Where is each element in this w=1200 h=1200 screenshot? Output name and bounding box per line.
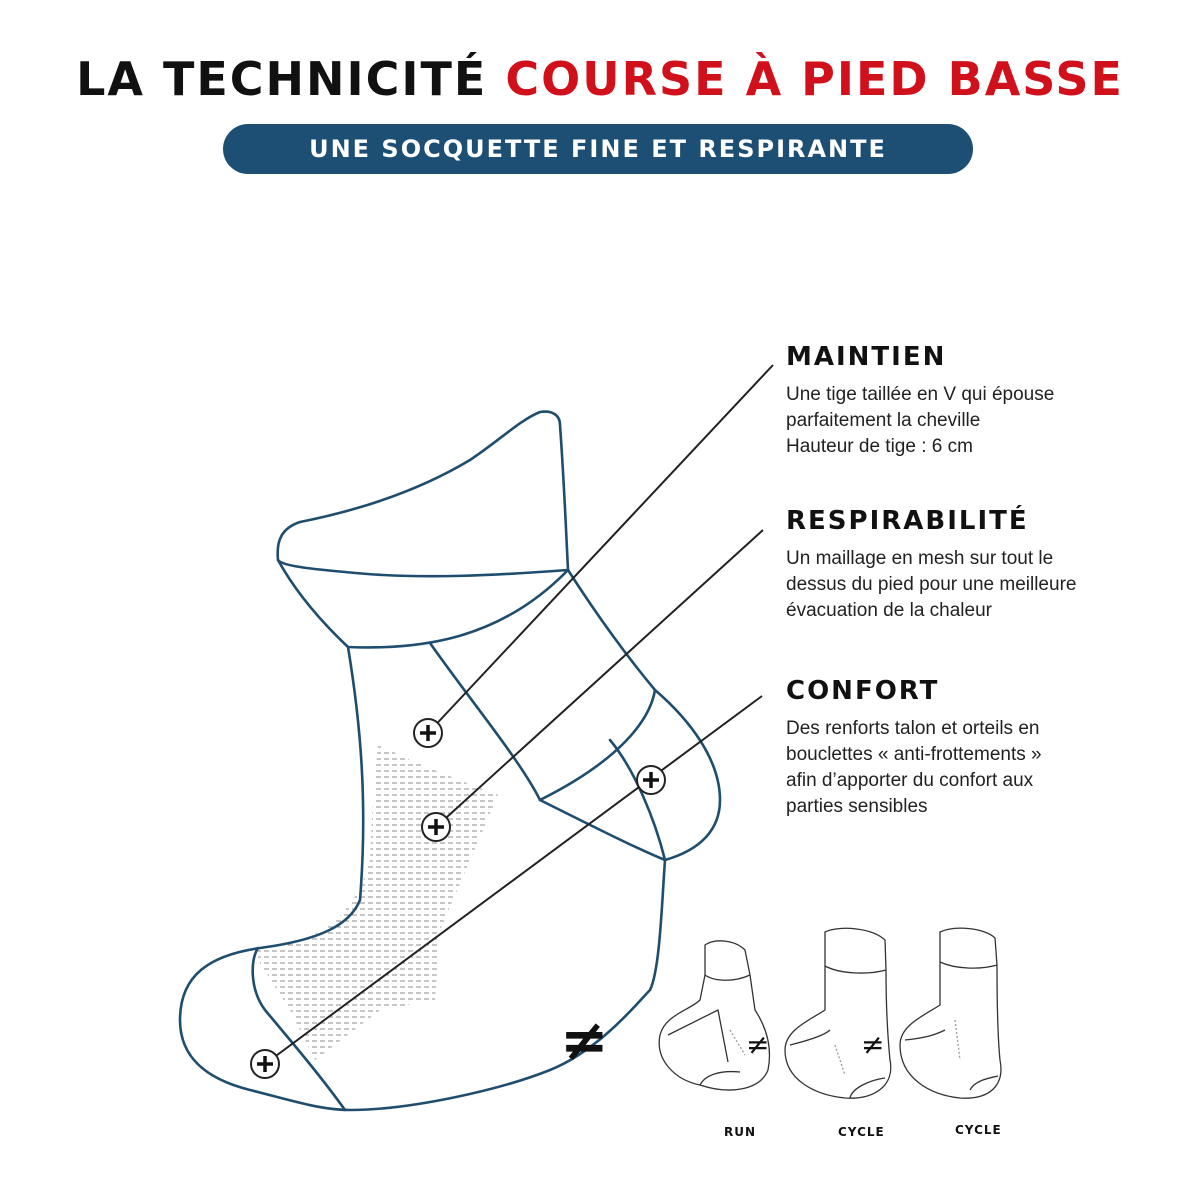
feature-respirabilite	[786, 506, 1176, 624]
feature-line: Un maillage en mesh sur tout le	[786, 548, 1054, 569]
not-equal-icon: ≠	[861, 1028, 885, 1061]
title-part-black: LA TECHNICITÉ	[76, 52, 506, 106]
subtitle-banner: UNE SOCQUETTE FINE ET RESPIRANTE	[223, 124, 973, 174]
feature-line: Une tige taillée en V qui épouse	[786, 384, 1055, 405]
small-sock-run	[659, 941, 769, 1090]
plus-marker-icon	[422, 813, 450, 841]
sock-cuff	[278, 412, 568, 577]
sock-label-cycle: CYCLE	[838, 1125, 885, 1139]
feature-line: Des renforts talon et orteils en	[786, 718, 1040, 739]
feature-confort	[786, 676, 1176, 820]
feature-title: MAINTIEN	[786, 342, 947, 372]
feature-line: Hauteur de tige : 6 cm	[786, 436, 973, 457]
small-sock-cycle-2	[900, 928, 1001, 1098]
not-equal-icon: ≠	[746, 1028, 770, 1061]
feature-title: CONFORT	[786, 676, 940, 706]
feature-title: RESPIRABILITÉ	[786, 506, 1029, 536]
feature-line: parfaitement la cheville	[786, 410, 981, 431]
title-part-red: COURSE À PIED BASSE	[505, 52, 1124, 106]
small-sock-cycle-1	[785, 928, 891, 1098]
plus-marker-icon	[414, 719, 442, 747]
sock-label-cycle: CYCLE	[955, 1123, 1002, 1137]
sock-label-run: RUN	[724, 1125, 757, 1139]
feature-line: parties sensibles	[786, 796, 928, 817]
not-equal-icon: ≠	[560, 1006, 609, 1074]
feature-line: dessus du pied pour une meilleure	[786, 574, 1077, 595]
mesh-zone	[258, 745, 498, 1060]
plus-marker-icon	[637, 766, 665, 794]
plus-marker-icon	[251, 1050, 279, 1078]
feature-line: évacuation de la chaleur	[786, 600, 992, 621]
feature-line: bouclettes « anti-frottements »	[786, 744, 1042, 765]
feature-maintien	[786, 342, 1176, 460]
feature-line: afin d’apporter du confort aux	[786, 770, 1034, 791]
